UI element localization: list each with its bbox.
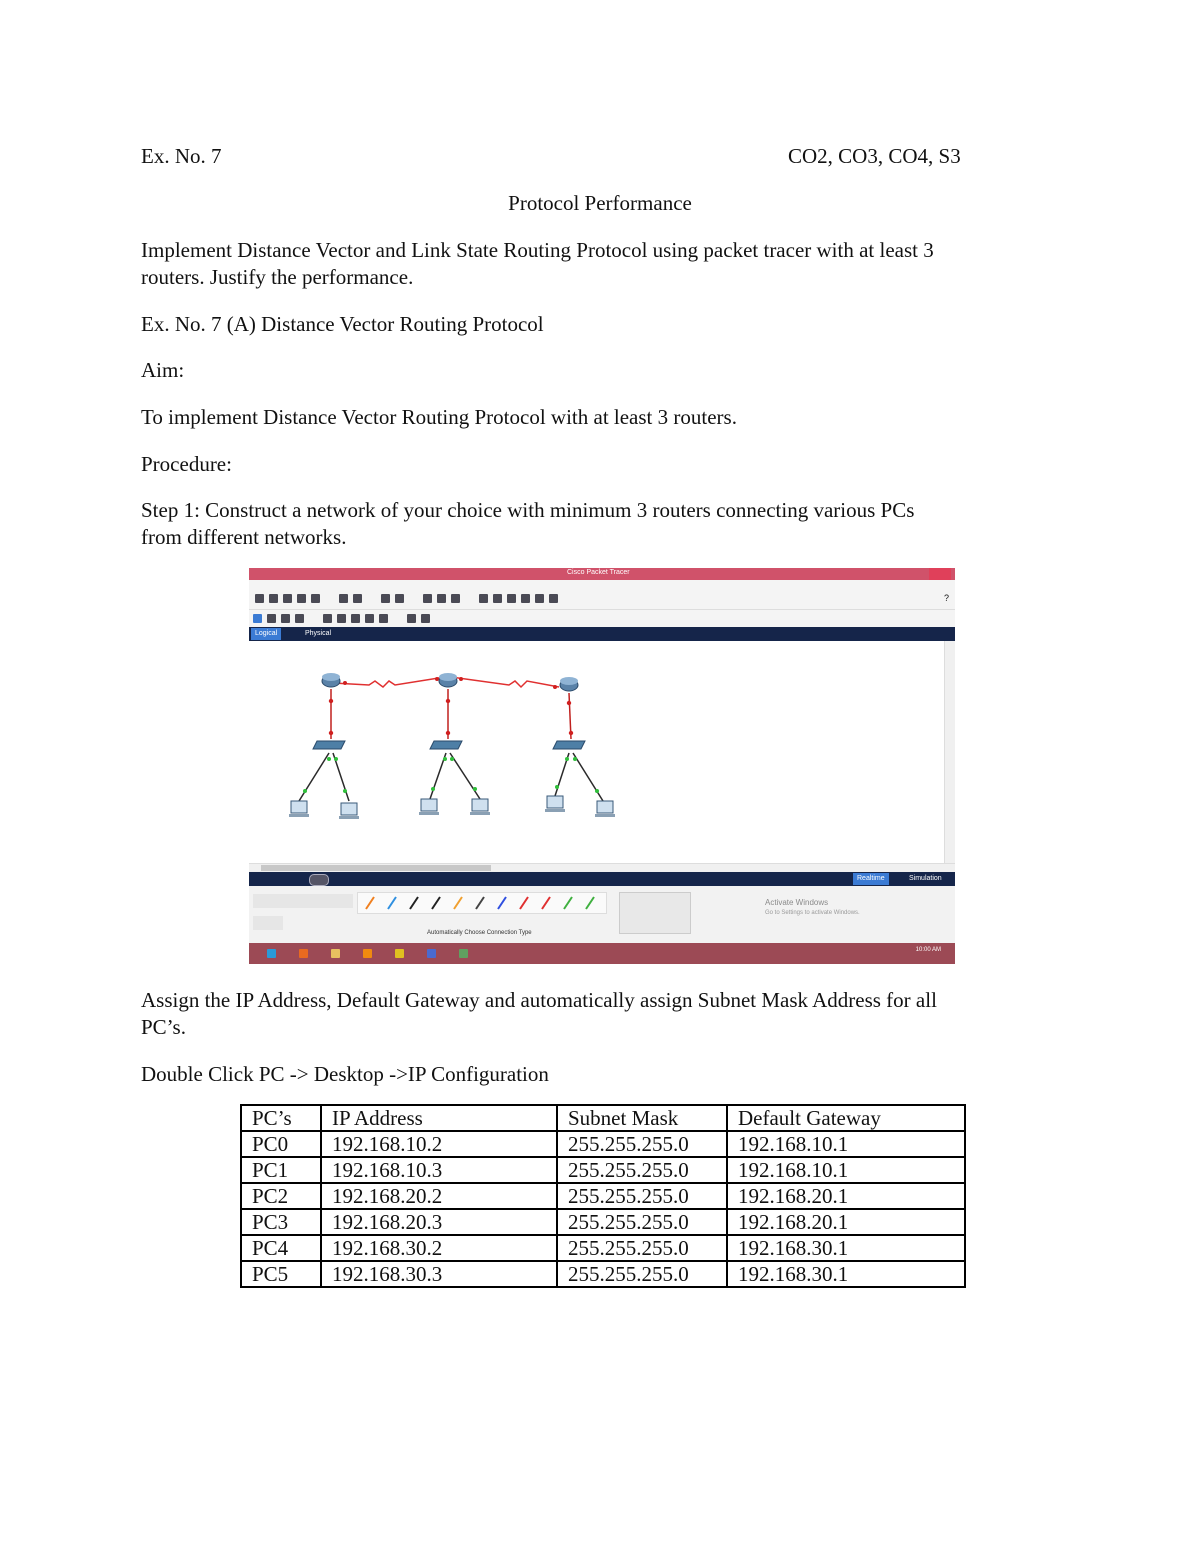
section-heading: Ex. No. 7 (A) Distance Vector Routing Protocol	[141, 312, 544, 336]
app-icon[interactable]	[427, 949, 436, 958]
palette-icon[interactable]	[479, 594, 488, 603]
place-note-icon[interactable]	[323, 614, 332, 623]
select-icon[interactable]	[253, 614, 262, 623]
vlc-icon[interactable]	[363, 949, 372, 958]
table-row	[241, 1131, 965, 1157]
taskbar-clock: 10:00 AM	[915, 947, 941, 953]
canvas-vertical-scrollbar[interactable]	[944, 641, 955, 863]
activate-windows-title: Activate Windows	[765, 898, 829, 907]
wizard-icon[interactable]	[311, 594, 320, 603]
pc-name-cell: PC1	[241, 1157, 321, 1183]
step1-line-2: from different networks.	[141, 525, 347, 549]
paste-icon[interactable]	[353, 594, 362, 603]
draw-rect-icon[interactable]	[351, 614, 360, 623]
table-header-row	[241, 1105, 965, 1131]
cable-icons	[358, 893, 606, 913]
procedure-label: Procedure:	[141, 452, 232, 476]
gateway-cell: 192.168.10.1	[727, 1131, 965, 1157]
subnet-cell: 255.255.255.0	[557, 1235, 727, 1261]
simulation-bar	[249, 872, 955, 886]
tab-physical[interactable]: Physical	[305, 630, 332, 637]
packet-tracer-icon[interactable]	[459, 949, 468, 958]
tab-logical[interactable]: Logical	[251, 628, 281, 640]
pc-3[interactable]	[470, 799, 490, 815]
firefox-icon[interactable]	[299, 949, 308, 958]
device-categories[interactable]	[253, 894, 353, 908]
router-2[interactable]	[560, 677, 578, 691]
scenario-panel[interactable]	[619, 892, 691, 934]
new-file-icon[interactable]	[255, 594, 264, 603]
print-icon[interactable]	[297, 594, 306, 603]
header-ip-address: IP Address	[321, 1105, 557, 1131]
simulation-toggle[interactable]: Simulation	[909, 875, 942, 882]
redo-icon[interactable]	[395, 594, 404, 603]
header-default-gateway: Default Gateway	[727, 1105, 965, 1131]
pc-2[interactable]	[419, 799, 439, 815]
windows-taskbar	[249, 943, 955, 964]
ip-cell: 192.168.30.2	[321, 1235, 557, 1261]
exercise-number: Ex. No. 7	[141, 144, 222, 168]
pc-1[interactable]	[339, 803, 359, 819]
window-titlebar	[249, 568, 955, 580]
main-toolbar	[249, 589, 955, 609]
page-title: Protocol Performance	[508, 191, 692, 215]
router-1[interactable]	[439, 673, 457, 687]
chrome-icon[interactable]	[395, 949, 404, 958]
workspace-tabbar	[249, 627, 955, 641]
packet-tracer-screenshot	[249, 568, 955, 964]
ip-cell: 192.168.10.2	[321, 1131, 557, 1157]
aim-label: Aim:	[141, 358, 185, 382]
subnet-cell: 255.255.255.0	[557, 1261, 727, 1287]
subnet-cell: 255.255.255.0	[557, 1209, 727, 1235]
router-0[interactable]	[322, 673, 340, 687]
screenshot-icon[interactable]	[535, 594, 544, 603]
gateway-cell: 192.168.20.1	[727, 1183, 965, 1209]
ip-address-table	[240, 1104, 966, 1288]
pc-4[interactable]	[545, 796, 565, 812]
draw-line-icon[interactable]	[337, 614, 346, 623]
copy-icon[interactable]	[339, 594, 348, 603]
folder-icon[interactable]	[331, 949, 340, 958]
gateway-cell: 192.168.20.1	[727, 1209, 965, 1235]
pc-name-cell: PC4	[241, 1235, 321, 1261]
undo-icon[interactable]	[381, 594, 390, 603]
header-subnet-mask: Subnet Mask	[557, 1105, 727, 1131]
window-title: Cisco Packet Tracer	[567, 569, 630, 576]
device-panel	[249, 886, 955, 943]
pc-5[interactable]	[595, 801, 615, 817]
add-pdu-icon[interactable]	[407, 614, 416, 623]
activate-windows-subtitle: Go to Settings to activate Windows.	[765, 910, 860, 916]
assign-line-2: PC’s.	[141, 1015, 186, 1039]
table-row	[241, 1157, 965, 1183]
link-sw0-pc0	[299, 753, 329, 801]
table-row	[241, 1183, 965, 1209]
zoom-in-icon[interactable]	[423, 594, 432, 603]
connection-type-label: Automatically Choose Connection Type	[427, 930, 532, 936]
subnet-cell: 255.255.255.0	[557, 1157, 727, 1183]
complex-pdu-icon[interactable]	[421, 614, 430, 623]
resize-icon[interactable]	[295, 614, 304, 623]
intro-line-1: Implement Distance Vector and Link State Routing Protocol using packet tracer with at least 3	[141, 238, 934, 262]
course-outcomes: CO2, CO3, CO4, S3	[788, 144, 961, 168]
help-icon[interactable]: ?	[943, 593, 949, 603]
gateway-cell: 192.168.30.1	[727, 1235, 965, 1261]
step1-line-1: Step 1: Construct a network of your choice with minimum 3 routers connecting various PCs	[141, 498, 915, 522]
zoom-out-icon[interactable]	[451, 594, 460, 603]
custom-device-icon[interactable]	[493, 594, 502, 603]
navigation-instructions: Double Click PC -> Desktop ->IP Configuration	[141, 1062, 549, 1086]
network-topology	[249, 641, 945, 863]
table-row	[241, 1235, 965, 1261]
menu-bar[interactable]	[249, 580, 955, 589]
header-pcs: PC’s	[241, 1105, 321, 1131]
open-icon[interactable]	[269, 594, 278, 603]
ip-cell: 192.168.30.3	[321, 1261, 557, 1287]
aim-text: To implement Distance Vector Routing Protocol with at least 3 routers.	[141, 405, 737, 429]
link-sw2-pc5	[573, 753, 603, 801]
switch-2[interactable]	[553, 741, 585, 749]
link-status-dots	[303, 757, 599, 793]
scroll-thumb[interactable]	[261, 865, 491, 871]
pc-name-cell: PC5	[241, 1261, 321, 1287]
pc-name-cell: PC0	[241, 1131, 321, 1157]
table-row	[241, 1209, 965, 1235]
intro-line-2: routers. Justify the performance.	[141, 265, 414, 289]
cluster-icon[interactable]	[507, 594, 516, 603]
table-row	[241, 1261, 965, 1287]
pc-name-cell: PC2	[241, 1183, 321, 1209]
edit-toolbar	[249, 609, 955, 628]
ip-cell: 192.168.20.2	[321, 1183, 557, 1209]
realtime-toggle[interactable]: Realtime	[853, 873, 889, 885]
subnet-cell: 255.255.255.0	[557, 1131, 727, 1157]
assign-line-1: Assign the IP Address, Default Gateway and automatically assign Subnet Mask Address for all	[141, 988, 937, 1012]
switch-1[interactable]	[430, 741, 462, 749]
play-controls-icon[interactable]	[309, 874, 329, 886]
gateway-cell: 192.168.10.1	[727, 1157, 965, 1183]
save-icon[interactable]	[283, 594, 292, 603]
connection-types[interactable]	[357, 892, 607, 914]
device-subcategories[interactable]	[253, 916, 283, 930]
pc-name-cell: PC3	[241, 1209, 321, 1235]
gateway-cell: 192.168.30.1	[727, 1261, 965, 1287]
ip-cell: 192.168.20.3	[321, 1209, 557, 1235]
close-icon[interactable]	[929, 568, 951, 580]
inspect-icon[interactable]	[267, 614, 276, 623]
subnet-cell: 255.255.255.0	[557, 1183, 727, 1209]
pdu-icon[interactable]	[521, 594, 530, 603]
ie-icon[interactable]	[267, 949, 276, 958]
switch-0[interactable]	[313, 741, 345, 749]
note-icon[interactable]	[549, 594, 558, 603]
zoom-reset-icon[interactable]	[437, 594, 446, 603]
serial-link-r0-r1	[333, 677, 445, 687]
ip-cell: 192.168.10.3	[321, 1157, 557, 1183]
pc-0[interactable]	[289, 801, 309, 817]
draw-ellipse-icon[interactable]	[365, 614, 374, 623]
freeform-icon[interactable]	[379, 614, 388, 623]
serial-link-r1-r2	[451, 677, 559, 687]
link-sw1-pc3	[450, 753, 480, 799]
delete-icon[interactable]	[281, 614, 290, 623]
topology-canvas[interactable]	[249, 641, 955, 863]
